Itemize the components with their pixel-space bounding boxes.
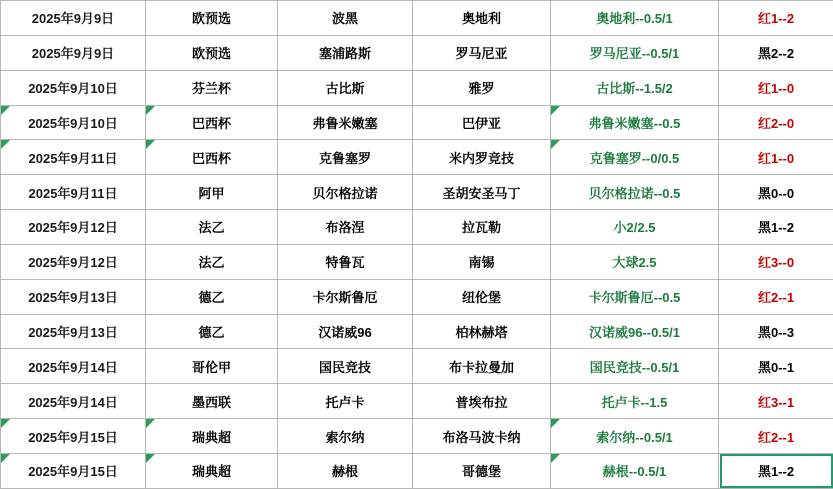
away-team-cell: 布洛马波卡纳 — [413, 419, 551, 454]
away-team-cell: 哥德堡 — [413, 453, 551, 488]
result-cell: 红2--1 — [719, 419, 833, 454]
league-cell: 巴西杯 — [146, 140, 278, 175]
home-team-cell: 托卢卡 — [278, 384, 413, 419]
result-cell: 红1--0 — [719, 140, 833, 175]
home-team-cell: 波黑 — [278, 1, 413, 36]
league-cell: 欧预选 — [146, 1, 278, 36]
league-cell: 阿甲 — [146, 175, 278, 210]
home-team-cell: 赫根 — [278, 453, 413, 488]
handicap-cell: 赫根--0.5/1 — [551, 453, 719, 488]
match-date-cell: 2025年9月13日 — [1, 314, 146, 349]
result-cell: 黑2--2 — [719, 35, 833, 70]
table-row — [1, 105, 833, 140]
handicap-cell: 克鲁塞罗--0/0.5 — [551, 140, 719, 175]
table-row — [1, 384, 833, 419]
away-team-cell: 纽伦堡 — [413, 279, 551, 314]
table-row — [1, 175, 833, 210]
match-date-cell: 2025年9月12日 — [1, 210, 146, 245]
home-team-cell: 国民竞技 — [278, 349, 413, 384]
handicap-cell: 托卢卡--1.5 — [551, 384, 719, 419]
table-row — [1, 419, 833, 454]
handicap-cell: 小2/2.5 — [551, 210, 719, 245]
away-team-cell: 罗马尼亚 — [413, 35, 551, 70]
table-row — [1, 244, 833, 279]
handicap-cell: 国民竞技--0.5/1 — [551, 349, 719, 384]
league-cell: 哥伦甲 — [146, 349, 278, 384]
away-team-cell: 雅罗 — [413, 70, 551, 105]
result-cell: 黑0--1 — [719, 349, 833, 384]
table-row — [1, 210, 833, 245]
handicap-cell: 卡尔斯鲁厄--0.5 — [551, 279, 719, 314]
result-cell: 红2--1 — [719, 279, 833, 314]
result-cell: 红3--0 — [719, 244, 833, 279]
result-cell: 红3--1 — [719, 384, 833, 419]
league-cell: 瑞典超 — [146, 419, 278, 454]
handicap-cell: 汉诺威96--0.5/1 — [551, 314, 719, 349]
result-cell: 红1--0 — [719, 70, 833, 105]
home-team-cell: 特鲁瓦 — [278, 244, 413, 279]
league-cell: 墨西联 — [146, 384, 278, 419]
league-cell: 瑞典超 — [146, 453, 278, 488]
home-team-cell: 弗鲁米嫩塞 — [278, 105, 413, 140]
match-date-cell: 2025年9月15日 — [1, 419, 146, 454]
handicap-cell: 奥地利--0.5/1 — [551, 1, 719, 36]
away-team-cell: 拉瓦勒 — [413, 210, 551, 245]
match-date-cell: 2025年9月14日 — [1, 349, 146, 384]
away-team-cell: 普埃布拉 — [413, 384, 551, 419]
home-team-cell: 卡尔斯鲁厄 — [278, 279, 413, 314]
result-cell: 黑0--3 — [719, 314, 833, 349]
table-row — [1, 314, 833, 349]
league-cell: 德乙 — [146, 279, 278, 314]
handicap-cell: 索尔纳--0.5/1 — [551, 419, 719, 454]
match-date-cell: 2025年9月10日 — [1, 105, 146, 140]
league-cell: 法乙 — [146, 210, 278, 245]
result-cell: 黑1--2 — [719, 453, 833, 488]
handicap-cell: 古比斯--1.5/2 — [551, 70, 719, 105]
match-date-cell: 2025年9月10日 — [1, 70, 146, 105]
away-team-cell: 圣胡安圣马丁 — [413, 175, 551, 210]
away-team-cell: 南锡 — [413, 244, 551, 279]
result-cell: 黑0--0 — [719, 175, 833, 210]
handicap-cell: 弗鲁米嫩塞--0.5 — [551, 105, 719, 140]
league-cell: 巴西杯 — [146, 105, 278, 140]
league-cell: 法乙 — [146, 244, 278, 279]
match-date-cell: 2025年9月13日 — [1, 279, 146, 314]
match-date-cell: 2025年9月12日 — [1, 244, 146, 279]
league-cell: 芬兰杯 — [146, 70, 278, 105]
handicap-cell: 贝尔格拉诺--0.5 — [551, 175, 719, 210]
table-row — [1, 70, 833, 105]
home-team-cell: 贝尔格拉诺 — [278, 175, 413, 210]
match-date-cell: 2025年9月11日 — [1, 175, 146, 210]
home-team-cell: 塞浦路斯 — [278, 35, 413, 70]
away-team-cell: 奥地利 — [413, 1, 551, 36]
handicap-cell: 罗马尼亚--0.5/1 — [551, 35, 719, 70]
table-row — [1, 279, 833, 314]
home-team-cell: 索尔纳 — [278, 419, 413, 454]
table-row — [1, 35, 833, 70]
away-team-cell: 柏林赫塔 — [413, 314, 551, 349]
match-date-cell: 2025年9月15日 — [1, 453, 146, 488]
away-team-cell: 米内罗竞技 — [413, 140, 551, 175]
table-row — [1, 453, 833, 488]
result-cell: 红2--0 — [719, 105, 833, 140]
home-team-cell: 古比斯 — [278, 70, 413, 105]
table-row — [1, 1, 833, 36]
away-team-cell: 巴伊亚 — [413, 105, 551, 140]
handicap-cell: 大球2.5 — [551, 244, 719, 279]
match-date-cell: 2025年9月9日 — [1, 35, 146, 70]
result-cell: 黑1--2 — [719, 210, 833, 245]
match-date-cell: 2025年9月11日 — [1, 140, 146, 175]
league-cell: 德乙 — [146, 314, 278, 349]
table-row — [1, 349, 833, 384]
result-cell: 红1--2 — [719, 1, 833, 36]
home-team-cell: 克鲁塞罗 — [278, 140, 413, 175]
away-team-cell: 布卡拉曼加 — [413, 349, 551, 384]
table-row — [1, 140, 833, 175]
home-team-cell: 布洛涅 — [278, 210, 413, 245]
league-cell: 欧预选 — [146, 35, 278, 70]
match-date-cell: 2025年9月9日 — [1, 1, 146, 36]
match-date-cell: 2025年9月14日 — [1, 384, 146, 419]
home-team-cell: 汉诺威96 — [278, 314, 413, 349]
